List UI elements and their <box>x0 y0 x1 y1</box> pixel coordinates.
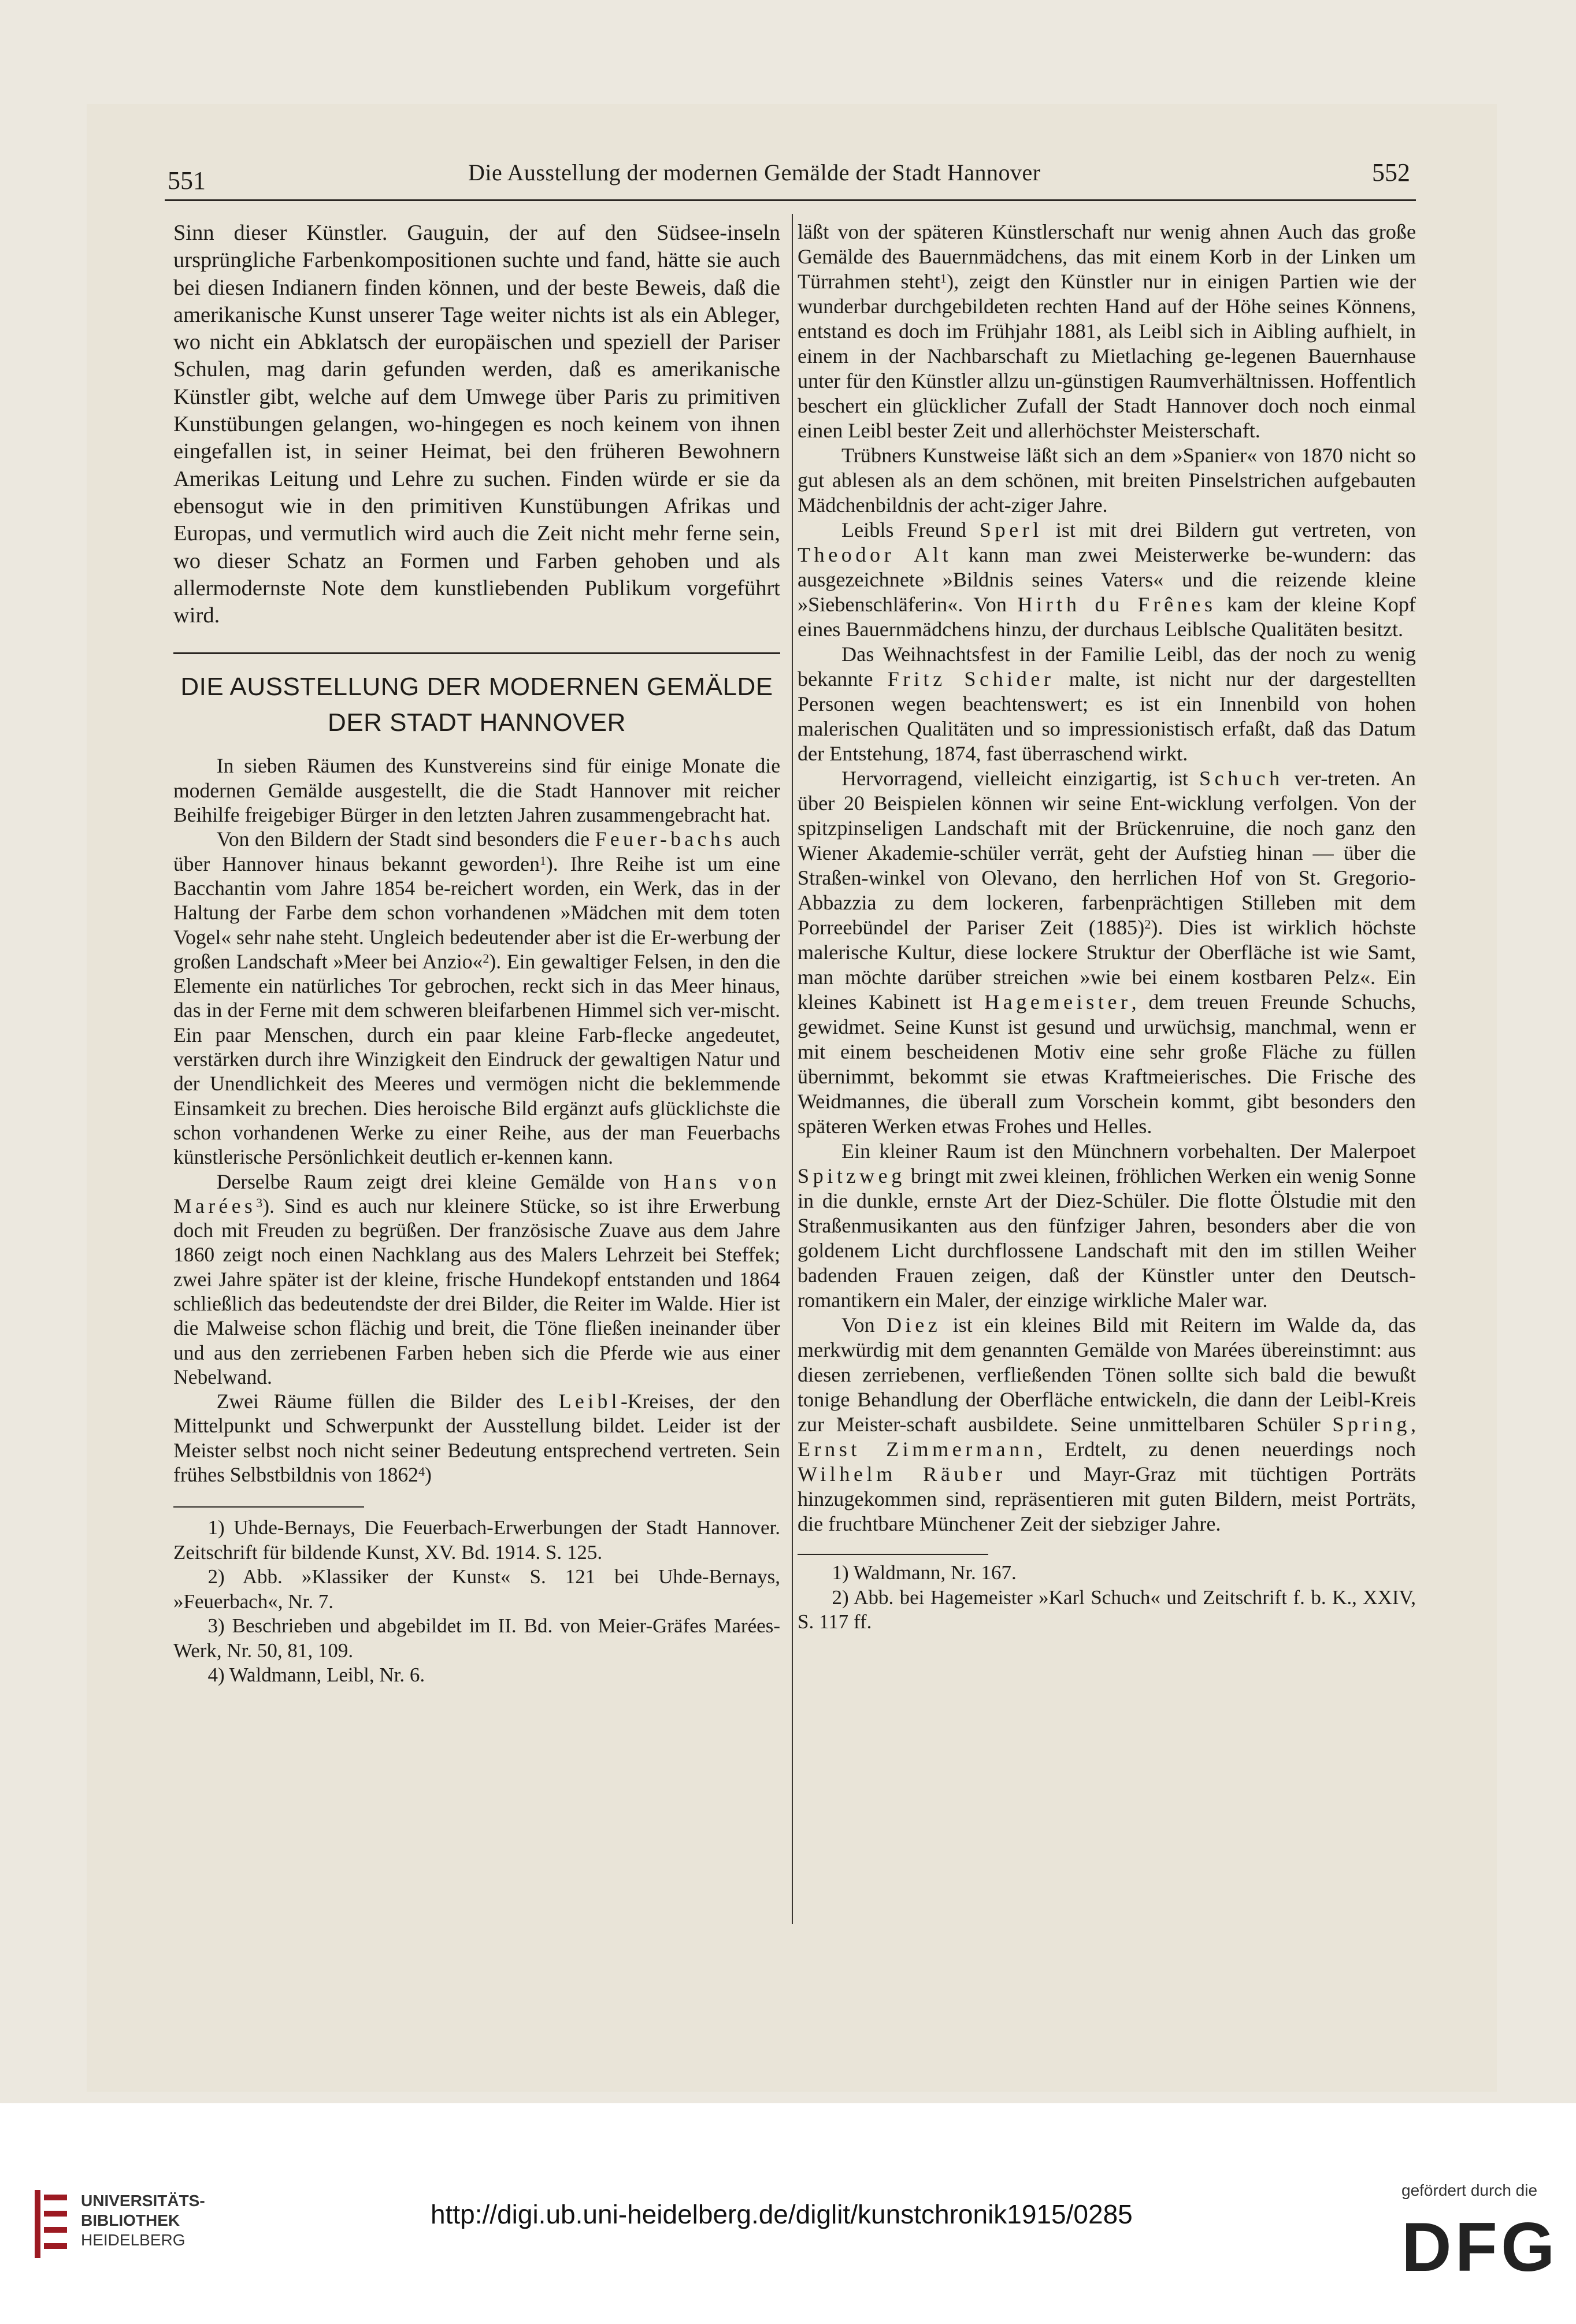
paragraph <box>798 642 1416 766</box>
running-title: Die Ausstellung der modernen Gemälde der Stadt Hannover <box>468 159 1041 185</box>
artist-name: Hans von Marées <box>173 1170 780 1217</box>
text-run: ). Dies ist wirklich höchste malerische Kultur, diese lockere Struktur der Oberfläche ist wie Samt, man möchte darüber streichen »wie bei einem kostbaren Pelz«. Ein kleines Kabinett ist <box>798 916 1416 1013</box>
text-run: ). Sind es auch nur kleinere Stücke, so ist ihre Erwerbung doch mit Freuden zu begrüßen. Der französische Zuave aus dem Jahre 1860 zeigt noch einen Nachklang aus des Malers Lehrzeit bei Steffek; zwei Jahre später ist der kleine, frische Hundekopf entstanden und 1864 schließlich das bedeutendste der drei Bilder, die Reiter im Walde. Hier ist die Malweise schon flächig und breit, die Töne fließen ineinander über und aus den zerriebenen Farben heben sich die Pferde wie aus einer Nebelwand. <box>173 1194 780 1389</box>
right-column <box>798 220 1416 1635</box>
footnote-ref: 1 <box>539 853 546 868</box>
text-run: , dem treuen Freunde Schuchs, gewidmet. Seine Kunst ist gesund und urwüchsig, manchmal, wenn er mit einem bescheidenen Motiv eine sehr große Fläche zu füllen übernimmt, bekommt sie etwas Kraftmeierisches. Die Frische des Weidmannes, die überall zum Vorschein kommt, gibt besonders den späteren Werken etwas Frohes und Helles. <box>798 990 1416 1138</box>
artist-name: Spitzweg <box>798 1164 906 1187</box>
text-run: ), zeigt den Künstler nur in einigen Partien wie der wunderbar durchgebildeten rechten Hand auf der Höhe seines Könnens, entstand es doch im Frühjahr 1881, als Leibl sich in Aibling aufhielt, in einem in der Nachbarschaft zu Mietlaching ge-legenen Bauernhause unter für den Künstler allzu un-günstigen Raumverhältnissen. Hoffentlich beschert ein glücklicher Zufall der Stadt Hannover doch noch einmal einen Leibl bester Zeit und allerhöchster Meisterschaft. <box>798 270 1416 442</box>
footnotes-right <box>798 1561 1416 1635</box>
artist-name: Schuch <box>1199 767 1284 790</box>
footnote: 3) Beschrieben und abgebildet im II. Bd. von Meier-Gräfes Marées-Werk, Nr. 50, 81, 109. <box>173 1614 780 1662</box>
footnote: 1) Waldmann, Nr. 167. <box>832 1561 1017 1584</box>
text-run: ). Ihre Reihe ist um eine Bacchantin vom Jahre 1854 be-reichert worden, ein Werk, das in der Haltung der Farbe dem schon vorhandenen »Mädchen mit dem toten Vogel« sehr nahe steht. Ungleich bedeutender aber ist die Er-werbung der großen Landschaft »Meer bei Anzio« <box>173 852 781 973</box>
funding-note: gefördert durch die <box>1401 2181 1538 2199</box>
uni-line-3: HEIDELBERG <box>81 2231 186 2249</box>
uni-line-2: BIBLIOTHEK <box>81 2211 180 2229</box>
text-run: kann man zwei Meisterwerke be-wundern: das ausgezeichnete »Bildnis seines Vaters« und die reizende kleine »Siebenschläferin«. Von <box>798 543 1416 616</box>
dfg-logo: DFG <box>1401 2208 1559 2286</box>
text-run: ist mit drei Bildern gut vertreten, von <box>1042 518 1416 541</box>
paragraph <box>798 1313 1416 1536</box>
artist-name: Wilhelm Räuber <box>798 1462 1006 1486</box>
text-run: Ein kleiner Raum ist den Münchnern vorbehalten. Der Malerpoet <box>841 1139 1416 1163</box>
text-run: Derselbe Raum zeigt drei kleine Gemälde von <box>216 1170 664 1193</box>
paragraph <box>798 518 1416 642</box>
footnote-rule <box>173 1506 364 1508</box>
article-title-line-1: DIE AUSSTELLUNG DER MODERNEN GEMÄLDE <box>180 673 773 701</box>
footnote-ref: 2 <box>1144 916 1151 931</box>
footnote-ref: 2 <box>483 951 490 966</box>
text-run: auch über Hannover hinaus bekannt geworden <box>173 827 781 875</box>
artist-name: Ernst Zimmermann <box>798 1438 1038 1461</box>
footnote-ref: 4 <box>418 1464 425 1479</box>
footnote: 2) Abb. »Klassiker der Kunst« S. 121 bei Uhde-Bernays, »Feuerbach«, Nr. 7. <box>173 1565 780 1613</box>
footnote: 4) Waldmann, Leibl, Nr. 6. <box>207 1664 425 1687</box>
text-run: , <box>1410 1413 1416 1436</box>
article-title-line-2: DER STADT HANNOVER <box>328 708 626 737</box>
text-run: , Erdtelt, zu denen neuerdings noch <box>1037 1438 1416 1461</box>
footnote-ref: 3 <box>256 1195 263 1210</box>
artist-name: Hagemeister <box>984 990 1132 1013</box>
footnotes-left <box>173 1516 780 1688</box>
text-run: -Kreises, der den Mittelpunkt und Schwerpunkt der Ausstellung bildet. Leider ist der Meister selbst noch nicht seiner Bedeutung entsprechend vertreten. Sein frühes Selbstbildnis von 1862 <box>173 1390 780 1487</box>
footnote-ref: 1 <box>940 270 947 285</box>
artist-name: Diez <box>886 1313 941 1337</box>
footnote: 2) Abb. bei Hagemeister »Karl Schuch« und Zeitschrift f. b. K., XXIV, S. 117 ff. <box>798 1586 1416 1633</box>
text-run: ) <box>425 1463 432 1487</box>
text-run: Zwei Räume füllen die Bilder des <box>216 1390 559 1413</box>
text-run: malte, ist nicht nur der dargestellten Personen wegen beachtenswert; es ist ein Innenbild von hohen malerischen Qualitäten und so impressionistisch erfaßt, daß das Datum der Entstehung, 1874, fast überraschend wirkt. <box>798 667 1416 765</box>
paragraph <box>798 766 1416 1139</box>
page-number-right: 552 <box>1372 158 1410 187</box>
text-run: Von <box>841 1313 887 1337</box>
text-run: läßt von der späteren Künstlerschaft nur wenig ahnen Auch das große Gemälde des Bauernmädchens, das mit einem Korb in der Linken um Türrahmen steht <box>798 220 1416 293</box>
text-run: und Mayr-Graz mit tüchtigen Porträts hinzugekommen sind, repräsentieren mit guten Bildern, meist Porträts, die fruchtbare Münchener Zeit der siebziger Jahre. <box>798 1462 1416 1535</box>
artist-name: Feuer-bachs <box>595 827 736 851</box>
left-column <box>173 220 780 1688</box>
text-run: bringt mit zwei kleinen, fröhlichen Werken ein wenig Sonne in die dunkle, ernste Art der Diez-Schüler. Die flotte Ölstudie mit den Straßenmusikanten aus den fünfziger Jahren, besonders aber die von goldenem Licht durchflossene Landschaft mit den im stillen Weiher badenden Frauen zeigen, daß der Künstler unter den Deutsch-romantikern ein Maler, der einzige wirkliche Maler war. <box>798 1164 1416 1312</box>
artist-name: Hirth du Frênes <box>1017 593 1217 616</box>
footnote-rule <box>798 1554 988 1555</box>
intro-paragraph: Sinn dieser Künstler. Gauguin, der auf den Südsee-inseln ursprüngliche Farbenkompositionen suchte und fand, hätte sie auch bei diesen Indianern finden können, und der beste Beweis, daß die amerikanische Kunst unserer Tage weiter nichts ist als ein Ableger, wo nicht ein Abklatsch der europäischen und speziell der Pariser Schulen, mag darin gefunden werden, daß es amerikanische Künstler gibt, welche auf dem Umwege über Paris zu primitiven Kunstübungen gelangen, wo-hingegen es noch keinem von ihnen eingefallen ist, in seiner Heimat, bei den früheren Bewohnern Amerikas Leitung und Lehre zu suchen. Finden würde er sie da ebensogut wie in den primitiven Kunstübungen Afrikas und Europas, und vermutlich wird auch die Zeit nicht mehr ferne sein, wo dieser Schatz an Formen und Farben gehoben und als allermodernste Note dem kunstliebenden Publikum vorgeführt wird. <box>173 221 780 628</box>
paragraph <box>798 1139 1416 1313</box>
artist-name: Theodor Alt <box>798 543 952 566</box>
artist-name: Fritz Schider <box>887 667 1055 690</box>
artist-name: Sperl <box>979 518 1043 541</box>
source-url-link[interactable]: http://digi.ub.uni-heidelberg.de/diglit/kunstchronik1915/0285 <box>431 2199 1133 2229</box>
paragraph <box>173 827 780 1169</box>
text-run: Von den Bildern der Stadt sind besonders die <box>216 827 595 851</box>
paragraph <box>798 220 1416 443</box>
text-run: ist ein kleines Bild mit Reitern im Walde da, das merkwürdig mit dem genannten Gemälde von Marées übereinstimnt: aus diesen zerriebenen, verfließenden Tönen sollte sich bald die bewußt tonige Behandlung der Oberfläche entwickeln, die dann der Leibl-Kreis zur Meister-schaft ausbildete. Seine unmittelbaren Schüler <box>798 1313 1416 1436</box>
paragraph: Trübners Kunstweise läßt sich an dem »Spanier« von 1870 nicht so gut ablesen als an dem schönen, mit breiten Pinselstrichen aufgebauten Mädchenbildnis der acht-ziger Jahre. <box>798 444 1416 517</box>
university-library-logo <box>35 2190 68 2258</box>
paragraph <box>173 1170 780 1390</box>
paragraph <box>173 1389 780 1487</box>
running-head <box>156 147 1416 194</box>
university-library-name <box>81 2191 205 2250</box>
article-body <box>173 753 780 1487</box>
text-run: Leibls Freund <box>841 518 980 541</box>
text-run: Hervorragend, vielleicht einzigartig, ist <box>841 767 1199 790</box>
text-run: ). Ein gewaltiger Felsen, in den die Elemente ein natürliches Tor gebrochen, reckt sich in das Meer hinaus, das in der Ferne mit dem schweren bleifarbenen Himmel sich ver-mischt. Ein paar Menschen, durch ein paar kleine Farb-flecke angedeutet, verstärken durch ihre Winzigkeit den Eindruck der gewaltigen Natur und der Unendlichkeit des Meeres und vermögen nicht die beklemmende Einsamkeit zu brechen. Dies heroische Bild ergänzt aufs glücklichste die schon vorhandenen Werke zu einer Reihe, aus der man Feuerbachs künstlerische Persönlichkeit deutlich er-kennen kann. <box>173 949 780 1169</box>
text-run: kam der kleine Kopf eines Bauernmädchens hinzu, der durchaus Leiblsche Qualitäten besitzt. <box>798 593 1416 641</box>
header-rule <box>165 199 1416 201</box>
artist-name: Leibl <box>558 1390 621 1413</box>
text-run: Das Weihnachtsfest in der Familie Leibl, das der noch zu wenig bekannte <box>798 643 1416 690</box>
text-run: ver-treten. An über 20 Beispielen können wir seine Ent-wicklung verfolgen. Von der spitzpinseligen Landschaft mit der Brückenruine, die noch ganz den Wiener Akademie-schüler verrät, geht der Aufstieg hinan — über die Straßen-winkel von Olevano, den herrlichen Hof von St. Gregorio-Abbazzia zu dem lockeren, farbenprächtigen Stilleben mit dem Porreebündel der Pariser Zeit (1885) <box>798 767 1416 939</box>
article-title <box>173 669 780 741</box>
paragraph: In sieben Räumen des Kunstvereins sind für einige Monate die modernen Gemälde ausgestellt, die die Stadt Hannover mit reicher Beihilfe freigebiger Bürger in den letzten Jahren zusammengebracht hat. <box>173 754 780 827</box>
uni-line-1: UNIVERSITÄTS- <box>81 2192 205 2210</box>
article-rule <box>173 652 780 654</box>
artist-name: Spring <box>1332 1413 1411 1436</box>
column-divider <box>792 214 793 1924</box>
page-number-left: 551 <box>168 166 206 195</box>
footnote: 1) Uhde-Bernays, Die Feuerbach-Erwerbungen der Stadt Hannover. Zeitschrift für bildende Kunst, XV. Bd. 1914. S. 125. <box>173 1516 780 1564</box>
